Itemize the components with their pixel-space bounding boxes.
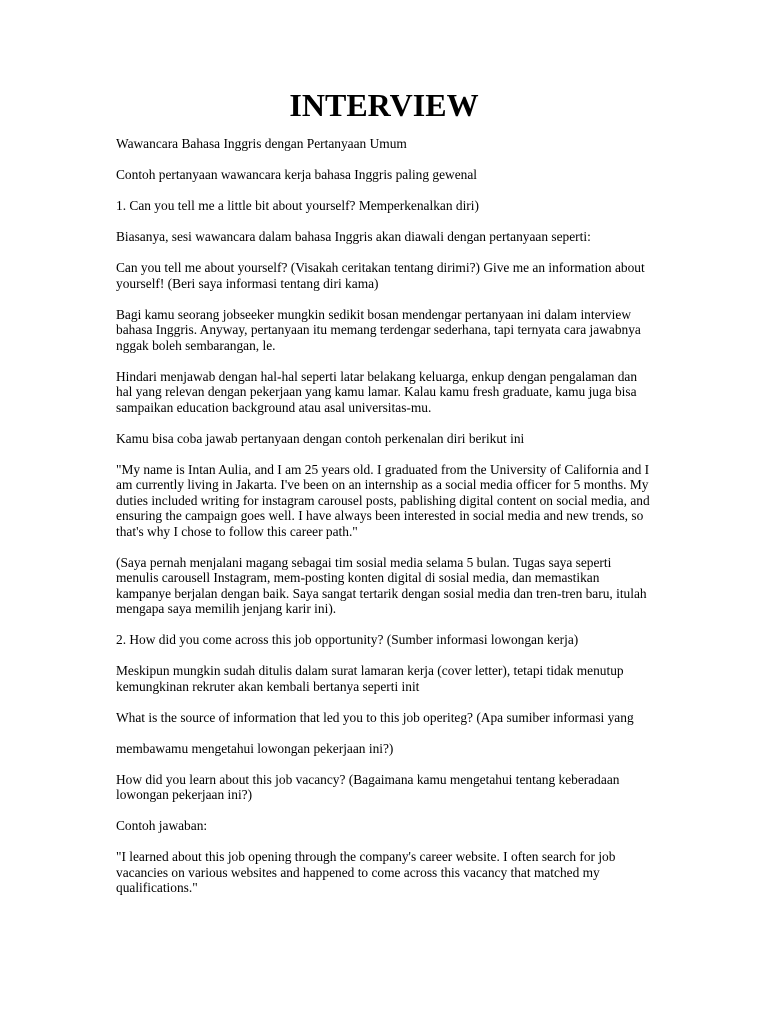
paragraph: Kamu bisa coba jawab pertanyaan dengan contoh perkenalan diri berikut ini bbox=[116, 430, 525, 446]
paragraph: Can you tell me about yourself? (Visakah ceritakan tentang dirimi?) Give me an information about yourself! (Beri saya informasi tentang diri kama) bbox=[116, 260, 645, 291]
paragraph: Contoh jawaban: bbox=[116, 818, 208, 833]
example-answer-quote: "I learned about this job opening through the company's career website. I often search for job vacancies on various websites and happened to come across this vacancy that matched my qualifications." bbox=[116, 849, 616, 895]
paragraph: What is the source of information that led you to this job operiteg? (Apa sumiber informasi yang bbox=[116, 709, 634, 725]
document-body bbox=[116, 136, 656, 911]
paragraph: How did you learn about this job vacancy? (Bagaimana kamu mengetahui tentang keberadaan lowongan pekerjaan ini?) bbox=[116, 771, 620, 802]
question-1-heading: 1. Can you tell me a little bit about yourself? Memperkenalkan diri) bbox=[116, 198, 479, 213]
paragraph-subtitle: Wawancara Bahasa Inggris dengan Pertanyaan Umum bbox=[116, 136, 407, 151]
question-2-heading: 2. How did you come across this job opportunity? (Sumber informasi lowongan kerja) bbox=[116, 632, 579, 647]
document-title: INTERVIEW bbox=[289, 87, 479, 123]
paragraph: Biasanya, sesi wawancara dalam bahasa Inggris akan diawali dengan pertanyaan seperti: bbox=[116, 229, 591, 244]
paragraph: Meskipun mungkin sudah ditulis dalam surat lamaran kerja (cover letter), tetapi tidak menutup kemungkinan rekruter akan kembali bertanya seperti init bbox=[116, 663, 624, 694]
example-answer-translation: (Saya pernah menjalani magang sebagai tim sosial media selama 5 bulan. Tugas saya seperti menulis carousell Instagram, mem-posting konten digital di sosial media, dan memastikan kampanye berjalan dengan baik. Saya sangat tertarik dengan sosial media dan tren-tren baru, itulah mengapa saya memilih jenjang karir ini). bbox=[116, 554, 647, 616]
example-answer-quote: "My name is Intan Aulia, and I am 25 years old. I graduated from the University of California and I am currently living in Jakarta. I've been on an internship as a social media officer for 5 months. My duties included writing for instagram carousel posts, pablishing digital content on social media, and ensuring the campaign goes well. I have always been interested in social media and new trends, so that's why I chose to follow this career path." bbox=[116, 461, 650, 539]
paragraph: Hindari menjawab dengan hal-hal seperti latar belakang keluarga, enkup dengan pengalaman dan hal yang relevan dengan pekerjaan yang kamu lamar. Kalau kamu fresh graduate, kamu juga bisa sampaikan education background atau asal universitas-mu. bbox=[116, 368, 638, 415]
paragraph: Bagi kamu seorang jobseeker mungkin sedikit bosan mendengar pertanyaan ini dalam interview bahasa Inggris. Anyway, pertanyaan itu memang terdengar sederhana, tapi ternyata cara jawabnya nggak boleh sembarangan, le. bbox=[116, 306, 641, 353]
paragraph-intro: Contoh pertanyaan wawancara kerja bahasa Inggris paling gewenal bbox=[116, 167, 478, 182]
paragraph: membawamu mengetahui lowongan pekerjaan ini?) bbox=[116, 740, 394, 756]
